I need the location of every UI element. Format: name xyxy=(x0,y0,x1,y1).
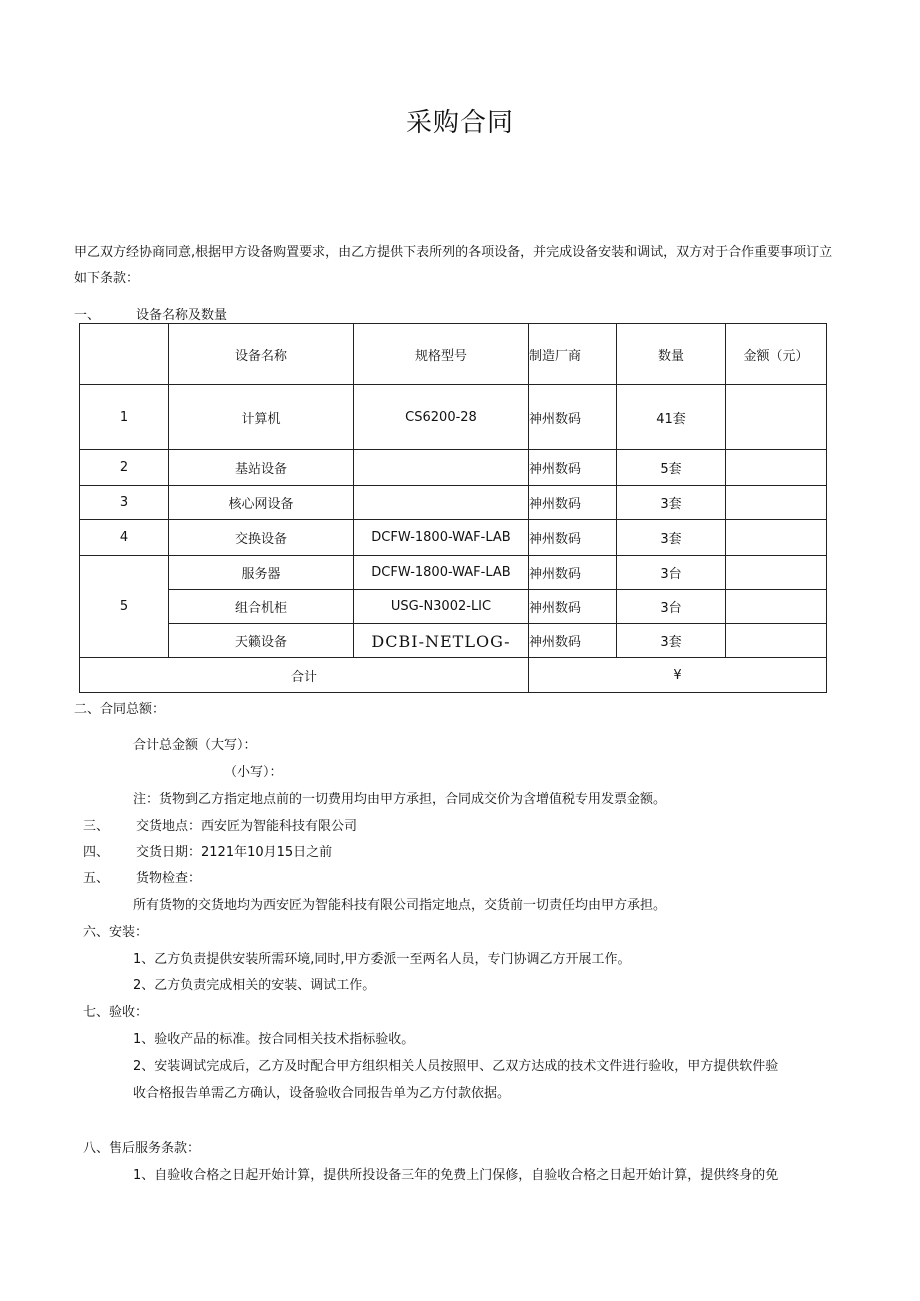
header-qty: 数量 xyxy=(617,324,726,385)
section7-heading: 七、验收： xyxy=(83,1005,149,1020)
section3-number: 三、 xyxy=(83,819,110,834)
section4-text: 交货日期：2121年10月15日之前 xyxy=(136,845,333,860)
row-maker: 神州数码 xyxy=(529,486,617,520)
section5-text: 所有货物的交货地均为西安匠为智能科技有限公司指定地点，交货前一切责任均由甲方承担。 xyxy=(133,898,667,913)
row-qty: 3台 xyxy=(617,590,726,624)
intro-paragraph: 甲乙双方经协商同意,根据甲方设备购置要求，由乙方提供下表所列的各项设备，并完成设备安装和调试，双方对于合作重要事项订立如下条款： xyxy=(74,245,833,286)
row-qty: 3套 xyxy=(617,520,726,556)
header-name: 设备名称 xyxy=(169,324,354,385)
row-model: DCFW-1800-WAF-LAB xyxy=(354,556,529,590)
section6-item-2: 2、乙方负责完成相关的安装、调试工作。 xyxy=(133,978,376,993)
section2-total-lowercase: （小写）： xyxy=(224,765,283,780)
row-no: 1 xyxy=(80,385,169,450)
total-label: 合计 xyxy=(80,658,529,693)
total-value: ¥ xyxy=(529,658,827,693)
row-name: 服务器 xyxy=(169,556,354,590)
section5-number: 五、 xyxy=(83,871,110,886)
row-maker: 神州数码 xyxy=(529,385,617,450)
row-maker: 神州数码 xyxy=(529,590,617,624)
table-row xyxy=(80,486,827,520)
row-amount xyxy=(726,450,827,486)
equipment-table xyxy=(79,323,827,693)
row-name: 天籁设备 xyxy=(169,624,354,658)
table-total-row xyxy=(80,658,827,693)
row-model-text: DCBI-NETLOG- xyxy=(371,632,511,649)
row-model: USG-N3002-LIC xyxy=(354,590,529,624)
header-no-cell xyxy=(80,324,169,385)
section4-number: 四、 xyxy=(83,845,110,860)
row-amount xyxy=(726,590,827,624)
row-qty: 3套 xyxy=(617,624,726,658)
row-model xyxy=(354,450,529,486)
section2-heading: 二、合同总额： xyxy=(74,702,166,717)
row-qty: 3套 xyxy=(617,486,726,520)
section6-heading: 六、安装： xyxy=(83,925,149,940)
table-row xyxy=(80,624,827,658)
header-amount: 金额（元） xyxy=(726,324,827,385)
row-name: 组合机柜 xyxy=(169,590,354,624)
section1-heading: 设备名称及数量 xyxy=(136,308,228,323)
row-maker: 神州数码 xyxy=(529,624,617,658)
row-no: 2 xyxy=(80,450,169,486)
row-maker: 神州数码 xyxy=(529,556,617,590)
section2-note: 注：货物到乙方指定地点前的一切费用均由甲方承担，合同成交价为含增值税专用发票金额。 xyxy=(133,792,667,807)
document-title: 采购合同 xyxy=(405,108,514,138)
row-amount xyxy=(726,520,827,556)
section1-number: 一、 xyxy=(74,308,101,323)
row-no: 3 xyxy=(80,486,169,520)
row-qty: 3台 xyxy=(617,556,726,590)
row-model xyxy=(354,624,529,658)
row-amount xyxy=(726,385,827,450)
header-maker: 制造厂商 xyxy=(529,324,617,385)
section7-item-1: 1、验收产品的标准。按合同相关技术指标验收。 xyxy=(133,1032,415,1047)
table-row xyxy=(80,385,827,450)
row-model: CS6200-28 xyxy=(354,385,529,450)
section3-text: 交货地点：西安匠为智能科技有限公司 xyxy=(136,819,358,834)
section7-item-2-line1: 2、安装调试完成后，乙方及时配合甲方组织相关人员按照甲、乙双方达成的技术文件进行验收，甲方提供软件验 xyxy=(133,1059,779,1074)
section8-item-1: 1、自验收合格之日起开始计算，提供所投设备三年的免费上门保修，自验收合格之日起开始计算，提供终身的免 xyxy=(133,1168,779,1183)
row-name: 计算机 xyxy=(169,385,354,450)
row-no: 5 xyxy=(80,556,169,658)
row-maker: 神州数码 xyxy=(529,450,617,486)
row-model: DCFW-1800-WAF-LAB xyxy=(354,520,529,556)
table-row xyxy=(80,556,827,590)
table-row xyxy=(80,450,827,486)
section6-item-1: 1、乙方负责提供安装所需环境,同时,甲方委派一至两名人员，专门协调乙方开展工作。 xyxy=(133,952,631,967)
section2-total-uppercase: 合计总金额（大写）： xyxy=(133,738,257,753)
row-qty: 5套 xyxy=(617,450,726,486)
row-no: 4 xyxy=(80,520,169,556)
table-row xyxy=(80,590,827,624)
row-amount xyxy=(726,556,827,590)
row-model xyxy=(354,486,529,520)
section8-heading: 八、售后服务条款： xyxy=(83,1141,201,1156)
section5-heading: 货物检查： xyxy=(136,871,202,886)
table-row xyxy=(80,520,827,556)
row-amount xyxy=(726,486,827,520)
row-name: 核心网设备 xyxy=(169,486,354,520)
section7-item-2-line2: 收合格报告单需乙方确认，设备验收合同报告单为乙方付款依据。 xyxy=(133,1086,511,1101)
row-qty: 41套 xyxy=(617,385,726,450)
row-name: 交换设备 xyxy=(169,520,354,556)
row-name: 基站设备 xyxy=(169,450,354,486)
header-model: 规格型号 xyxy=(354,324,529,385)
row-amount xyxy=(726,624,827,658)
row-maker: 神州数码 xyxy=(529,520,617,556)
table-header-row xyxy=(80,324,827,385)
